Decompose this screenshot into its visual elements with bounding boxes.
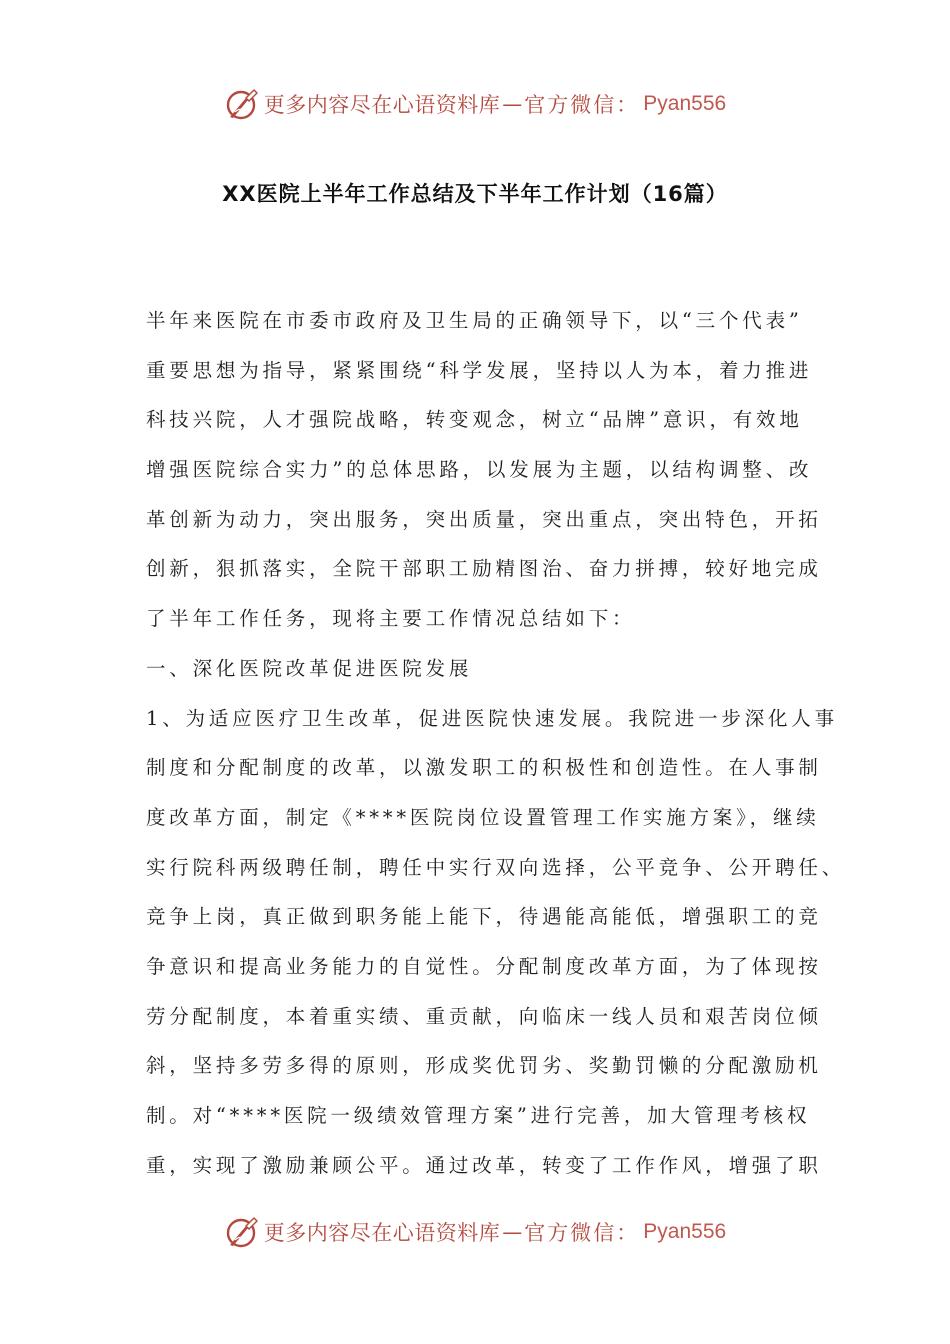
document-title: XX医院上半年工作总结及下半年工作计划（16篇）	[222, 182, 728, 206]
watermark-site-text: 更多内容尽在心语资料库	[263, 1221, 501, 1245]
watermark-wechat-id: Pyan556	[643, 1220, 727, 1243]
paragraph-line: 斜，坚持多劳多得的原则，形成奖优罚劣、奖勤罚懒的分配激励机	[146, 1054, 822, 1078]
paragraph-line: 1、为适应医疗卫生改革，促进医院快速发展。我院进一步深化人事	[146, 706, 838, 730]
paragraph-line: 争意识和提高业务能力的自觉性。分配制度改革方面，为了体现按	[146, 954, 822, 978]
paragraph-line: 科技兴院，人才强院战略，转变观念，树立“品牌”意识，有效地	[146, 408, 803, 432]
paragraph-line: 实行院科两级聘任制，聘任中实行双向选择，公平竞争、公开聘任、	[146, 855, 846, 879]
watermark-footer	[0, 1212, 950, 1252]
paragraph-line: 度改革方面，制定《****医院岗位设置管理工作实施方案》，继续	[146, 805, 820, 829]
paragraph-line: 制度和分配制度的改革，以激发职工的积极性和创造性。在人事制	[146, 756, 822, 780]
paragraph-line: 竞争上岗，真正做到职务能上能下，待遇能高能低，增强职工的竞	[146, 905, 822, 929]
paragraph-line: 了半年工作任务，现将主要工作情况总结如下：	[146, 607, 636, 631]
watermark-header	[0, 84, 950, 124]
paragraph-line: 革创新为动力，突出服务，突出质量，突出重点，突出特色，开拓	[146, 507, 822, 531]
watermark-dash: —	[502, 92, 523, 116]
paragraph-line: 制。对“****医院一级绩效管理方案”进行完善，加大管理考核权	[146, 1104, 811, 1127]
watermark-wechat-label: 官方微信：	[524, 93, 640, 117]
section-heading: 一、深化医院改革促进医院发展	[146, 656, 473, 680]
paragraph-line: 半年来医院在市委市政府及卫生局的正确领导下，以“三个代表”	[146, 309, 803, 332]
watermark-wechat-label: 官方微信：	[524, 1221, 640, 1245]
watermark-dash: —	[502, 1220, 523, 1244]
paragraph-line: 增强医院综合实力”的总体思路，以发展为主题，以结构调整、改	[146, 458, 813, 482]
quill-pen-logo-icon	[224, 1214, 260, 1250]
document-body	[146, 296, 846, 1190]
paragraph-line: 创新，狠抓落实，全院干部职工励精图治、奋力拼搏，较好地完成	[146, 557, 822, 581]
paragraph-line: 劳分配制度，本着重实绩、重贡献，向临床一线人员和艰苦岗位倾	[146, 1004, 822, 1028]
paragraph-line: 重要思想为指导，紧紧围绕“科学发展，坚持以人为本，着力推进	[146, 358, 813, 382]
watermark-site-text: 更多内容尽在心语资料库	[263, 93, 501, 117]
paragraph-line: 重，实现了激励兼顾公平。通过改革，转变了工作作风，增强了职	[146, 1153, 822, 1177]
quill-pen-logo-icon	[224, 86, 260, 122]
watermark-wechat-id: Pyan556	[643, 92, 727, 115]
